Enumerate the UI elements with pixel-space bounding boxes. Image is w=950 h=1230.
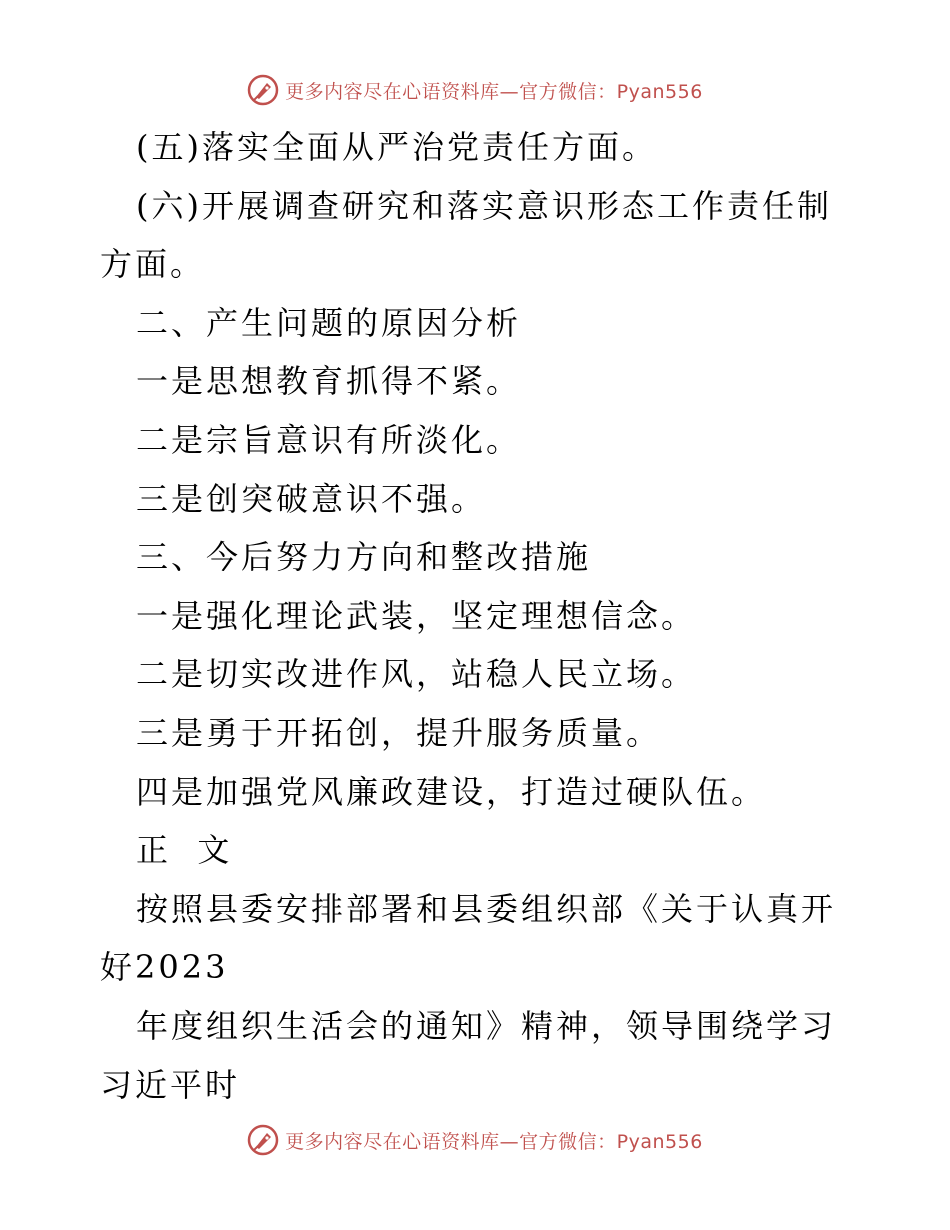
paragraph: 四是加强党风廉政建设，打造过硬队伍。	[136, 772, 767, 811]
watermark-banner-top	[0, 70, 950, 110]
paragraph: 按照县委安排部署和县委组织部《关于认真开好2023	[100, 889, 837, 987]
section-heading: 三、今后努力方向和整改措施	[136, 538, 592, 577]
paragraph: 一是思想教育抓得不紧。	[136, 362, 522, 401]
paragraph: (六)开展调查研究和落实意识形态工作责任制方面。	[100, 186, 832, 284]
watermark-banner-bottom	[0, 1120, 950, 1160]
pen-nib-logo-icon	[247, 74, 279, 106]
document-body	[100, 118, 860, 1114]
section-heading: 正 文	[136, 831, 233, 870]
pen-nib-logo-icon	[247, 1124, 279, 1156]
paragraph: 二是宗旨意识有所淡化。	[136, 420, 522, 459]
section-heading: 二、产生问题的原因分析	[136, 303, 522, 342]
paragraph: 三是创突破意识不强。	[136, 479, 487, 518]
paragraph: 一是强化理论武装，坚定理想信念。	[136, 596, 697, 635]
paragraph: 二是切实改进作风，站稳人民立场。	[136, 655, 697, 694]
paragraph: (五)落实全面从严治党责任方面。	[136, 128, 657, 166]
paragraph: 年度组织生活会的通知》精神，领导围绕学习习近平时	[100, 1006, 837, 1104]
paragraph: 三是勇于开拓创，提升服务质量。	[136, 713, 662, 752]
watermark-text: 更多内容尽在心语资料库—官方微信：Pyan556	[285, 1130, 703, 1153]
watermark-text: 更多内容尽在心语资料库—官方微信：Pyan556	[285, 80, 703, 103]
